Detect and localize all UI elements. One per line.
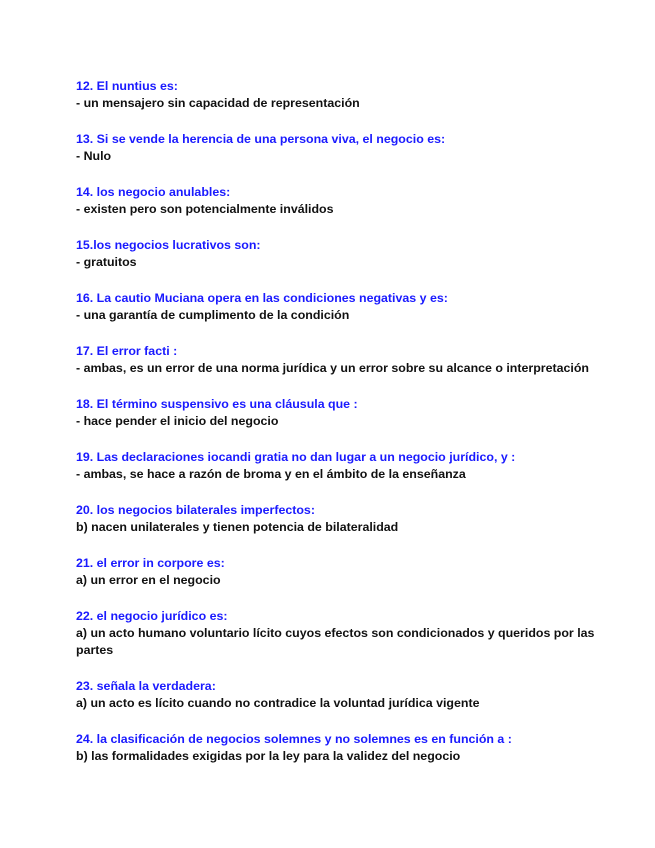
question-text: 22. el negocio jurídico es: bbox=[76, 609, 228, 623]
answer-text: - ambas, se hace a razón de broma y en el ámbito de la enseñanza bbox=[76, 467, 466, 481]
question-block-20 bbox=[76, 502, 596, 536]
answer-text: - gratuitos bbox=[76, 255, 137, 269]
question-text: 12. El nuntius es: bbox=[76, 79, 178, 93]
question-text: 14. los negocio anulables: bbox=[76, 185, 231, 199]
answer-text: b) nacen unilaterales y tienen potencia de bilateralidad bbox=[76, 520, 399, 534]
question-block-17 bbox=[76, 343, 596, 377]
question-text: 17. El error facti : bbox=[76, 344, 178, 358]
question-text: 24. la clasificación de negocios solemnes y no solemnes es en función a : bbox=[76, 732, 512, 746]
question-block-15 bbox=[76, 237, 596, 271]
answer-text: a) un acto humano voluntario lícito cuyos efectos son condicionados y queridos por las partes bbox=[76, 626, 595, 657]
answer-text: - Nulo bbox=[76, 149, 112, 163]
question-text: 18. El término suspensivo es una cláusula que : bbox=[76, 397, 358, 411]
question-text: 19. Las declaraciones iocandi gratia no dan lugar a un negocio jurídico, y : bbox=[76, 450, 516, 464]
question-text: 15.los negocios lucrativos son: bbox=[76, 238, 261, 252]
answer-text: - un mensajero sin capacidad de representación bbox=[76, 96, 360, 110]
question-block-23 bbox=[76, 678, 596, 712]
answer-text: a) un error en el negocio bbox=[76, 573, 221, 587]
question-block-16 bbox=[76, 290, 596, 324]
question-text: 13. Si se vende la herencia de una persona viva, el negocio es: bbox=[76, 132, 446, 146]
question-block-22 bbox=[76, 608, 596, 659]
answer-text: - hace pender el inicio del negocio bbox=[76, 414, 279, 428]
question-block-19 bbox=[76, 449, 596, 483]
question-text: 23. señala la verdadera: bbox=[76, 679, 216, 693]
answer-text: b) las formalidades exigidas por la ley para la validez del negocio bbox=[76, 749, 461, 763]
question-text: 21. el error in corpore es: bbox=[76, 556, 225, 570]
question-block-21 bbox=[76, 555, 596, 589]
answer-text: a) un acto es lícito cuando no contradice la voluntad jurídica vigente bbox=[76, 696, 480, 710]
question-block-13 bbox=[76, 131, 596, 165]
answer-text: - una garantía de cumplimento de la condición bbox=[76, 308, 350, 322]
question-block-24 bbox=[76, 731, 596, 765]
document-page bbox=[76, 78, 596, 784]
question-block-12 bbox=[76, 78, 596, 112]
question-text: 20. los negocios bilaterales imperfectos: bbox=[76, 503, 315, 517]
answer-text: - existen pero son potencialmente inválidos bbox=[76, 202, 334, 216]
answer-text: - ambas, es un error de una norma jurídica y un error sobre su alcance o interpretación bbox=[76, 361, 589, 375]
question-text: 16. La cautio Muciana opera en las condiciones negativas y es: bbox=[76, 291, 448, 305]
question-block-18 bbox=[76, 396, 596, 430]
question-block-14 bbox=[76, 184, 596, 218]
